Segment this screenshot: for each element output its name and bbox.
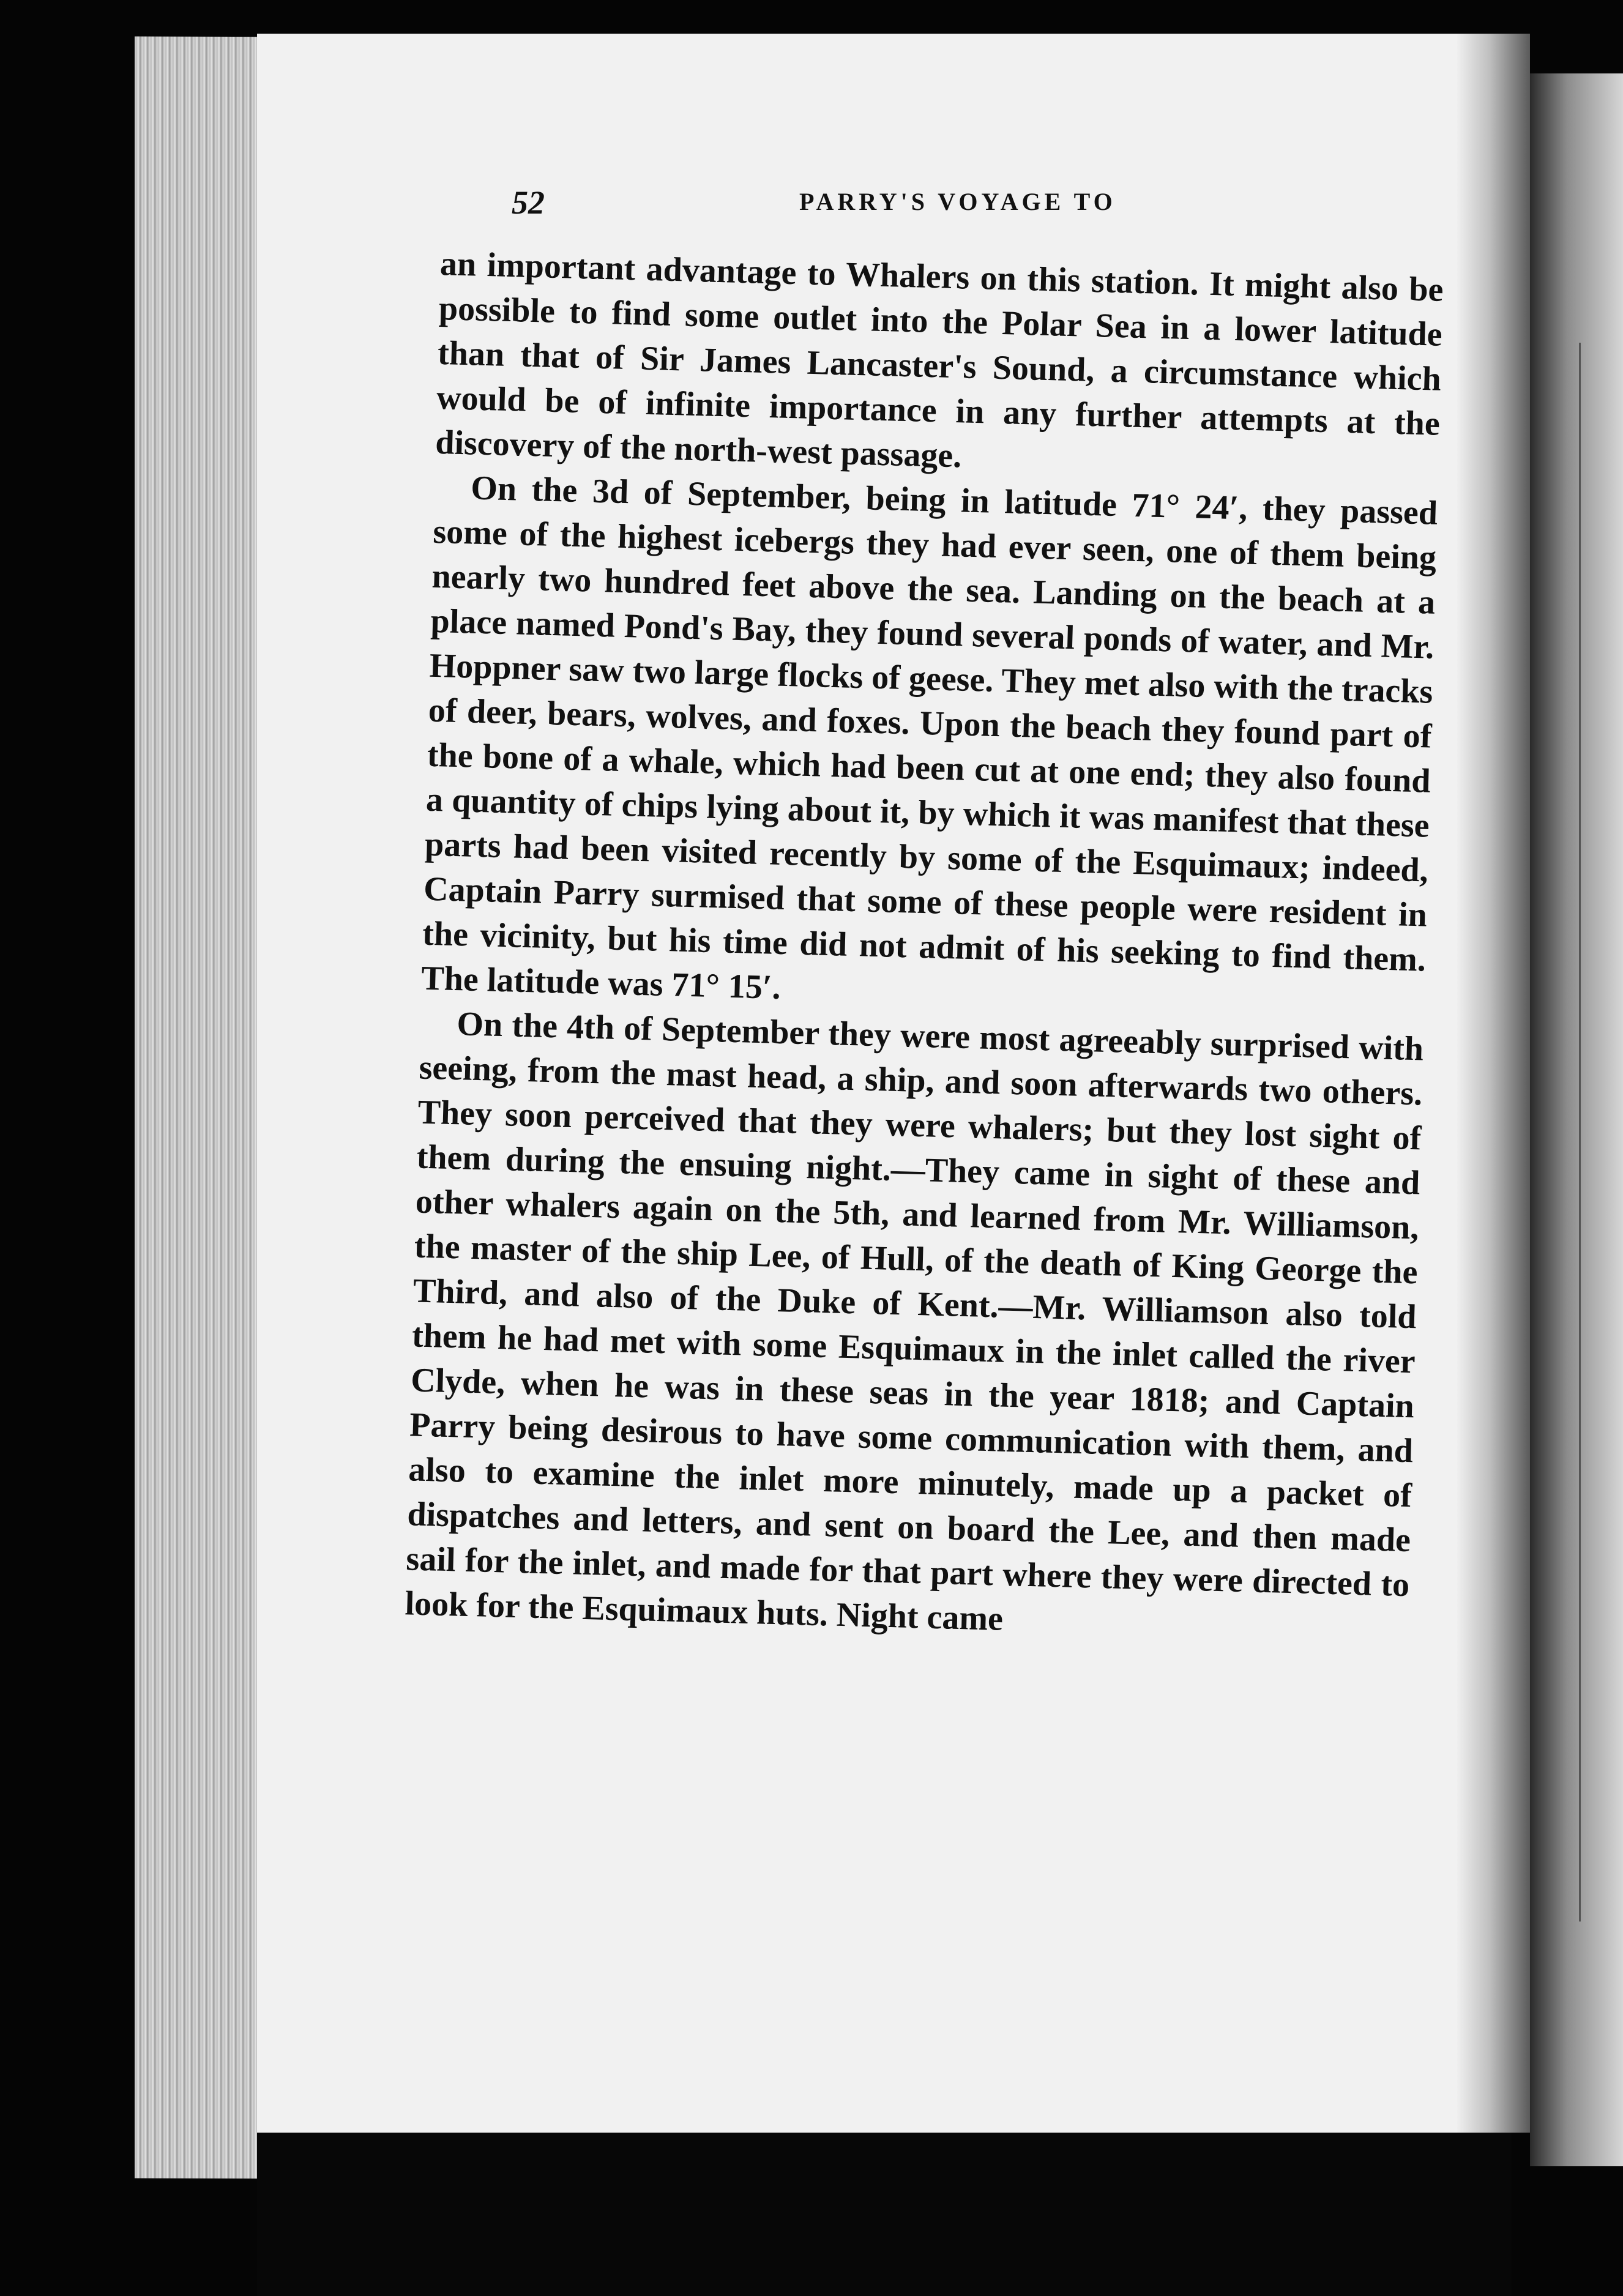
bottom-margin-dark [257,2133,1512,2296]
body-text [405,242,1444,1652]
page-number: 52 [512,184,545,221]
facing-page-edge [1530,73,1623,2166]
paragraph-september-3: On the 3d of September, being in latitude 71° 24′, they passed some of the highest icebergs they had ever seen, one of them being nearly two hundred feet above the sea. Landing on the beach at a place named Pond's Bay, they found several ponds of water, and Mr. Hoppner saw two large flocks of geese. They met also with the tracks of deer, bears, wolves, and foxes. Upon the beach they found part of the bone of a whale, which had been cut at one end; they also found a quantity of chips lying about it, by which it was manifest that these parts had been visited recently by some of the Esquimaux; indeed, Captain Parry surmised that some of these people were resident in the vicinity, but his time did not admit of his seeking to find them. The latitude was 71° 15′. [420,469,1438,1007]
page-header [512,184,1623,220]
running-head: PARRY'S VOYAGE TO [799,188,1116,215]
page-gutter-shadow [1457,34,1530,2133]
paragraph-continuation: an important advantage to Whalers on this station. It might also be possible to find some outlet into the Polar Sea in a lower latitude than that of Sir James Lancaster's Sound, a circumstance which would be of infinite importance in any further attempts at the discovery of the north-west passage. [435,244,1444,475]
paragraph-september-4: On the 4th of September they were most agreeably surprised with seeing, from the mast head, a ship, and soon afterwards two others. They soon perceived that they were whalers; but they lost sight of them during the ensuing night.—They came in sight of these and other whalers again on the 5th, and learned from Mr. Williamson, the master of the ship Lee, of Hull, of the death of King George the Third, and also of the Duke of Kent.—Mr. Williamson also told them he had met with some Esquimaux in the inlet called the river Clyde, when he was in these seas in the year 1818; and Captain Parry being desirous to have some communication with them, and also to examine the inlet more minutely, made up a packet of dispatches and letters, and sent on board the Lee, and then made sail for the inlet, and made for that part where they were directed to look for the Esquimaux huts. Night came [404,1005,1424,1638]
facing-page-rule [1579,343,1581,1921]
